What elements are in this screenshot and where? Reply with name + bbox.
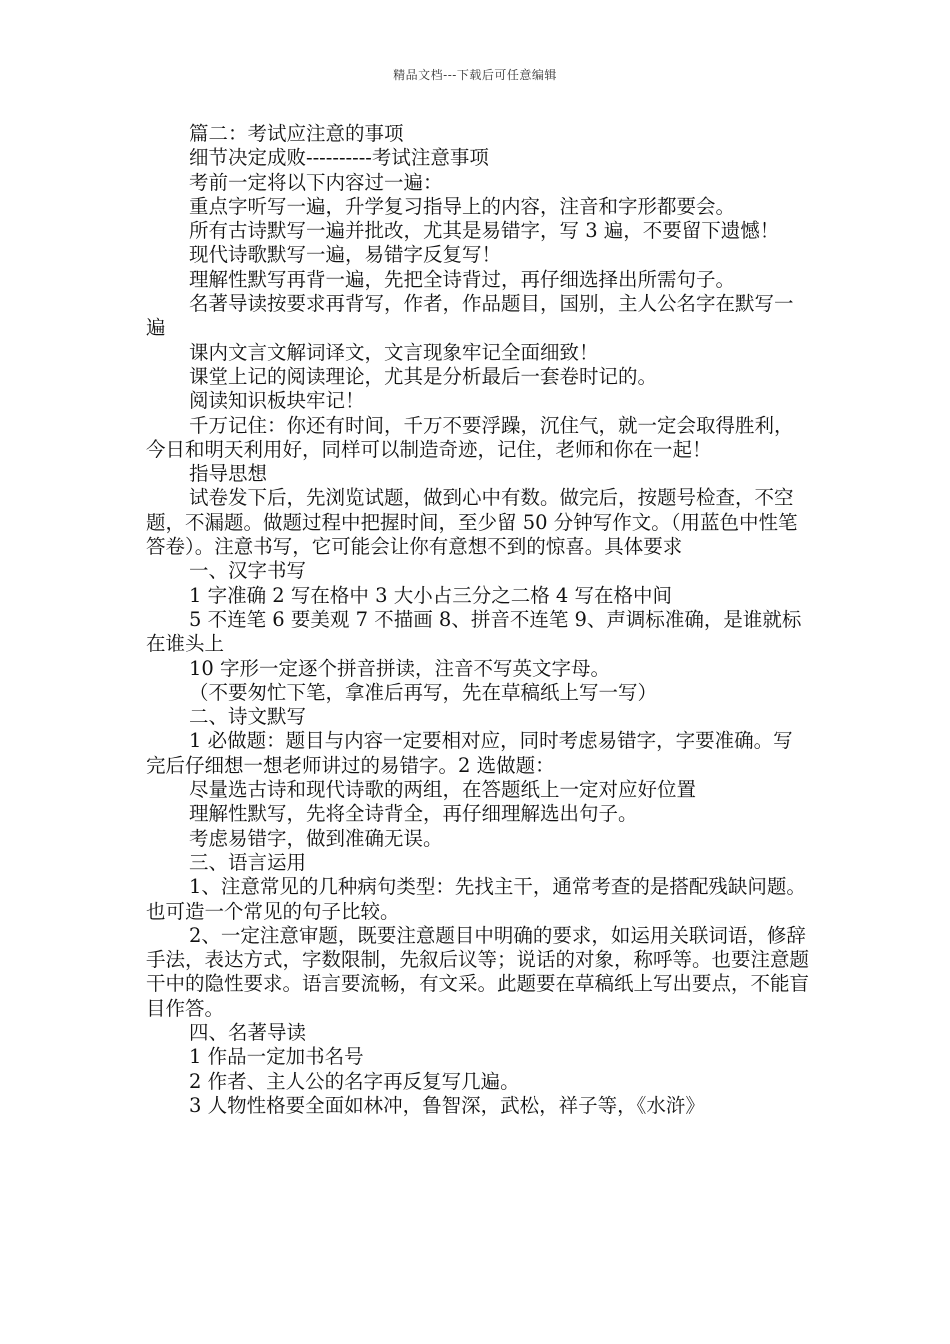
- paragraph: （不要匆忙下笔，拿准后再写，先在草稿纸上写一写）: [189, 680, 658, 704]
- paragraph: 所有古诗默写一遍并批改，尤其是易错字，写 3 遍，不要留下遗憾！: [189, 219, 780, 243]
- paragraph: 理解性默写，先将全诗背全，再仔细理解选出句子。: [189, 802, 638, 826]
- paragraph: 2 作者、主人公的名字再反复写几遍。: [189, 1069, 520, 1093]
- paragraph: 5 不连笔 6 要美观 7 不描画 8、拼音不连笔 9、声调标准确，是谁就标在谁头上: [146, 607, 802, 656]
- paragraph: 考虑易错字，做到准确无误。: [189, 826, 443, 850]
- paragraph: 2、一定注意审题，既要注意题目中明确的要求，如运用关联词语，修辞手法，表达方式，字数限制，先叙后议等；说话的对象，称呼等。也要注意题干中的隐性要求。语言要流畅，有文采。此题要在草稿纸上写出要点，不能盲目作答。: [146, 923, 810, 1020]
- section-heading: 二、诗文默写: [189, 705, 307, 729]
- document-body: [146, 122, 811, 1118]
- paragraph: 课堂上记的阅读理论，尤其是分析最后一套卷时记的。: [189, 364, 658, 388]
- section-heading: 四、名著导读: [189, 1020, 307, 1044]
- paragraph: 尽量选古诗和现代诗歌的两组，在答题纸上一定对应好位置: [189, 778, 697, 802]
- paragraph: 1 必做题：题目与内容一定要相对应，同时考虑易错字，字要准确。写完后仔细想一想老师讲过的易错字。2 选做题：: [146, 729, 793, 777]
- paragraph: 考前一定将以下内容过一遍：: [189, 170, 443, 194]
- paragraph: 阅读知识板块牢记！: [189, 389, 365, 413]
- section-heading: 一、汉字书写: [189, 559, 307, 583]
- paragraph: 10 字形一定逐个拼音拼读，注音不写英文字母。: [189, 656, 611, 680]
- section-heading: 指导思想: [189, 462, 268, 486]
- page-header: 精品文档---下载后可任意编辑: [393, 68, 557, 82]
- paragraph: 课内文言文解词译文，文言现象牢记全面细致！: [189, 340, 599, 364]
- paragraph: 名著导读按要求再背写，作者，作品题目，国别，主人公名字在默写一遍: [146, 292, 794, 340]
- paragraph: 1 作品一定加书名号: [189, 1045, 364, 1069]
- section-title: 篇二：考试应注意的事项: [189, 122, 404, 145]
- paragraph: 重点字听写一遍，升学复习指导上的内容，注音和字形都要会。: [189, 194, 736, 218]
- paragraph: 千万记住：你还有时间，千万不要浮躁，沉住气，就一定会取得胜利，今日和明天利用好，同样可以制造奇迹，记住，老师和你在一起！: [146, 413, 794, 461]
- paragraph: 现代诗歌默写一遍，易错字反复写！: [189, 243, 502, 267]
- paragraph: 理解性默写再背一遍，先把全诗背过，再仔细选择出所需句子。: [189, 267, 736, 291]
- paragraph: 1、注意常见的几种病句类型：先找主干，通常考查的是搭配残缺问题。也可造一个常见的句子比较。: [146, 875, 806, 923]
- paragraph: 1 字准确 2 写在格中 3 大小占三分之二格 4 写在格中间: [189, 583, 673, 607]
- paragraph: 3 人物性格要全面如林冲，鲁智深，武松，祥子等，《水浒》: [189, 1093, 705, 1117]
- section-heading: 三、语言运用: [189, 850, 307, 874]
- subtitle: 细节决定成败----------考试注意事项: [189, 146, 489, 170]
- paragraph: 试卷发下后，先浏览试题，做到心中有数。做完后，按题号检查，不空题，不漏题。做题过程中把握时间，至少留 50 分钟写作文。（用蓝色中性笔答卷）。注意书写，它可能会让你有意想不到的惊喜。具体要求: [146, 486, 798, 559]
